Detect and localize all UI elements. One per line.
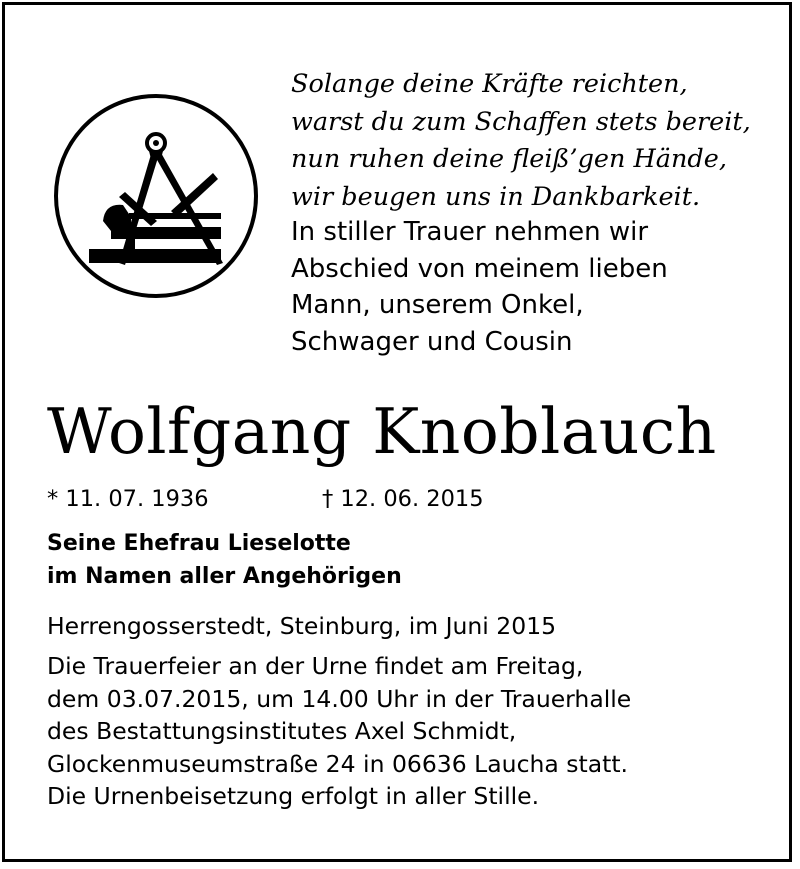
verse-line: wir beugen uns in Dankbarkeit. — [291, 181, 701, 212]
funeral-line: Die Trauerfeier an der Urne findet am Freitag, — [47, 652, 584, 680]
funeral-line: des Bestattungsinstitutes Axel Schmidt, — [47, 717, 517, 745]
memorial-verse — [291, 66, 761, 216]
verse-line: nun ruhen deine fleiß’gen Hände, — [291, 144, 727, 174]
mourner-line: Seine Ehefrau Lieselotte — [47, 531, 351, 556]
verse-line: Solange deine Kräfte reichten, — [291, 69, 688, 99]
funeral-line: Die Urnenbeisetzung erfolgt in aller Stille. — [47, 782, 540, 810]
place-and-date: Herrengosserstedt, Steinburg, im Juni 2015 — [47, 612, 557, 640]
mourning-intro — [291, 214, 761, 360]
intro-line: In stiller Trauer nehmen wir — [291, 217, 649, 247]
intro-line: Abschied von meinem lieben — [291, 253, 668, 284]
intro-line: Mann, unserem Onkel, — [291, 290, 584, 320]
verse-line: warst du zum Schaffen stets bereit, — [291, 106, 751, 137]
mourners — [47, 527, 402, 593]
deceased-name: Wolfgang Knoblauch — [47, 395, 717, 468]
funeral-details — [47, 650, 631, 813]
funeral-line: dem 03.07.2015, um 14.00 Uhr in der Trauerhalle — [47, 684, 632, 713]
death-date: † 12. 06. 2015 — [322, 486, 484, 512]
mourner-line: im Namen aller Angehörigen — [47, 564, 402, 589]
carpenter-tools-emblem-icon — [53, 93, 259, 299]
funeral-line: Glockenmuseumstraße 24 in 06636 Laucha statt. — [47, 749, 629, 778]
intro-line: Schwager und Cousin — [291, 326, 573, 357]
obituary-notice — [2, 2, 792, 862]
birth-date: * 11. 07. 1936 — [47, 486, 209, 512]
